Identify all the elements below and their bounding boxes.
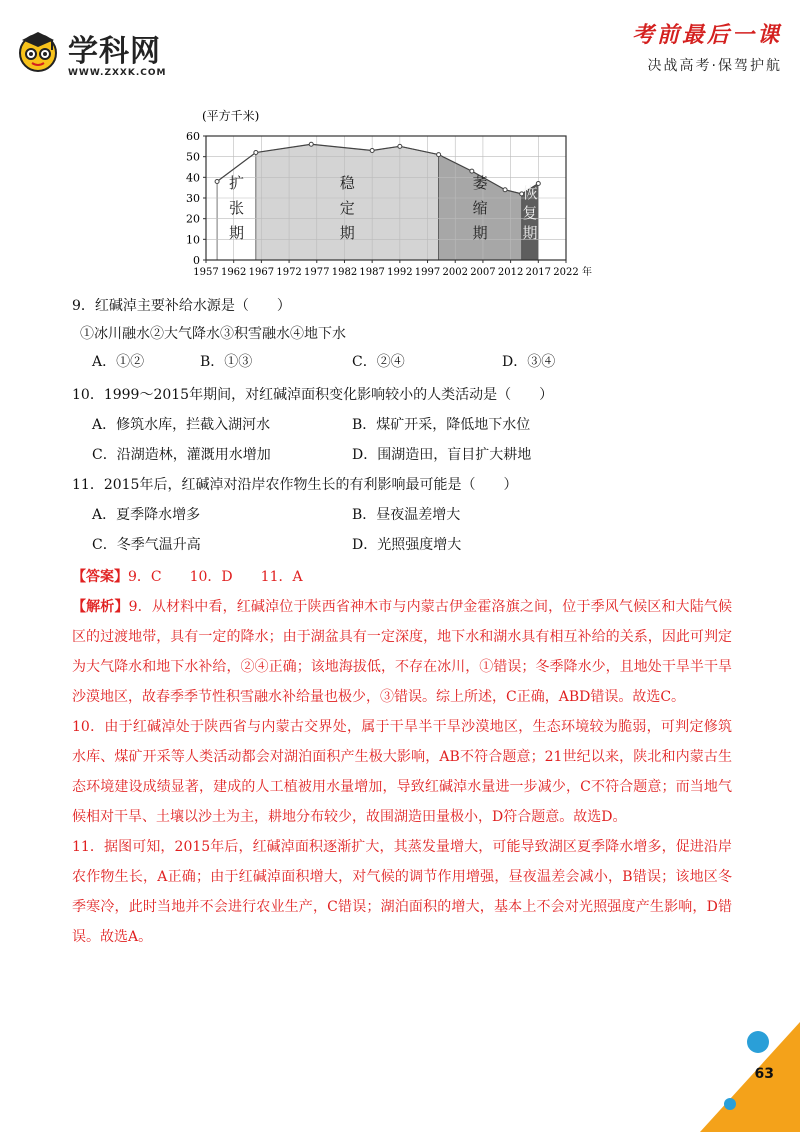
phase-label-char: 复	[522, 204, 538, 222]
y-tick-label-6: 60	[186, 130, 200, 143]
q9-stem: 9．红碱淖主要补给水源是（ ）	[72, 298, 291, 314]
q11-option-d[interactable]: D．光照强度增大	[352, 537, 462, 553]
q11-option-c[interactable]: C．冬季气温升高	[92, 537, 201, 553]
q9-option-c[interactable]: C．②④	[352, 354, 405, 370]
phase-label-char: 恢	[522, 184, 538, 202]
phase-areas	[217, 144, 538, 260]
q11-option-b[interactable]: B．昼夜温差增大	[352, 507, 461, 523]
y-tick-label-3: 30	[186, 192, 200, 205]
slogan-title: 考前最后一课	[631, 22, 782, 48]
data-point-3	[370, 148, 374, 152]
x-tick-label-8: 1997	[414, 267, 441, 278]
q10-options-row1	[72, 410, 732, 440]
question-content	[72, 292, 732, 952]
phase-label-0	[229, 174, 244, 242]
data-point-4	[398, 144, 402, 148]
q11-option-a[interactable]: A．夏季降水增多	[92, 507, 201, 523]
phase-label-char: 定	[339, 199, 355, 217]
header-slogan	[602, 18, 782, 75]
q9-option-a[interactable]: A．①②	[92, 354, 145, 370]
q11-options-row1	[72, 500, 732, 530]
x-tick-label-10: 2007	[470, 267, 496, 278]
slogan-subtitle: 决战高考·保驾护航	[647, 58, 782, 74]
phase-label-2	[473, 174, 488, 242]
analysis-p10: 10．由于红碱淖处于陕西省与内蒙古交界处，属于干旱半干旱沙漠地区，生态环境较为脆弱，可判定修筑水库、煤矿开采等人类活动都会对湖泊面积产生极大影响，AB不符合题意；21世纪以来，陕北和内蒙古生态环境建设成绩显著，建成的人工植被用水量增加，导致红碱淖水量进一步减少，C不符合题意；而当地气候相对干旱、土壤以沙土为主，耕地分布较少，故围湖造田量极小，D符合题意。故选D。	[72, 719, 732, 825]
data-point-0	[215, 179, 219, 183]
y-tick-label-4: 40	[186, 171, 200, 185]
q11-options-row2	[72, 530, 732, 560]
q9-option-b[interactable]: B．①③	[200, 354, 253, 370]
y-tick-label-2: 20	[186, 212, 200, 226]
phase-label-char: 期	[522, 224, 538, 242]
phase-label-char: 萎	[472, 174, 488, 192]
site-logo	[16, 22, 176, 82]
x-tick-label-7: 1992	[387, 267, 413, 278]
page-number: 63	[754, 1066, 774, 1082]
data-point-5	[437, 153, 441, 157]
q10-option-b[interactable]: B．煤矿开采，降低地下水位	[352, 417, 531, 433]
data-point-6	[470, 169, 474, 173]
answer-text: 9．C 10．D 11．A	[128, 569, 303, 585]
y-tick-label-0: 0	[193, 254, 200, 267]
phase-label-char: 期	[472, 224, 488, 242]
x-tick-label-2: 1967	[248, 267, 275, 278]
q9-sub: ①冰川融水②大气降水③积雪融水④地下水	[80, 326, 346, 342]
x-tick-label-0: 1957	[193, 267, 219, 278]
corner-decoration	[630, 992, 800, 1132]
analysis-label: 【解析】	[72, 599, 129, 615]
q9-option-d[interactable]: D．③④	[502, 354, 556, 370]
logo-face-icon	[16, 28, 60, 72]
phase-label-char: 期	[339, 224, 355, 242]
x-tick-label-12: 2017	[525, 267, 552, 278]
q10-option-a[interactable]: A．修筑水库，拦截入湖河水	[92, 417, 271, 433]
phase-label-char: 稳	[339, 174, 355, 192]
phase-label-3	[522, 184, 537, 242]
logo-text: 学科网	[68, 34, 161, 69]
q9-options	[72, 348, 732, 376]
q11-stem: 11．2015年后，红碱淖对沿岸农作物生长的有利影响最可能是（ ）	[72, 477, 518, 493]
data-point-2	[309, 142, 313, 146]
x-axis-unit: 年	[582, 267, 592, 278]
logo-url: WWW.ZXXK.COM	[68, 68, 167, 78]
y-tick-label-1: 10	[186, 233, 200, 247]
x-tick-label-4: 1977	[304, 267, 330, 278]
x-tick-label-5: 1982	[331, 267, 358, 278]
answer-line	[72, 562, 732, 592]
phase-label-char: 缩	[472, 199, 488, 217]
q10-option-c[interactable]: C．沿湖造林，灌溉用水增加	[92, 447, 271, 463]
x-tick-label-3: 1972	[276, 267, 302, 278]
q10-stem: 10．1999～2015年期间，对红碱淖面积变化影响较小的人类活动是（ ）	[72, 387, 554, 403]
y-tick-label-5: 50	[186, 150, 200, 164]
x-tick-label-1: 1962	[220, 267, 247, 278]
phase-label-char: 期	[228, 224, 244, 242]
x-tick-label-6: 1987	[359, 267, 385, 278]
analysis-p9-text: 9．从材料中看，红碱淖位于陕西省神木市与内蒙古伊金霍洛旗之间，位于季风气候区和大陆气候区的过渡地带，具有一定的降水；由于湖盆具有一定深度，地下水和湖水具有相互补给的关系，因此可判定为大气降水和地下水补给，②④正确；该地海拔低，不存在冰川，①错误；冬季降水少，且地处干旱半干旱沙漠地区，故春季季节性积雪融水补给量也极少，③错误。综上所述，C正确，ABD错误。故选C。	[72, 599, 733, 705]
analysis-p11: 11．据图可知，2015年后，红碱淖面积逐渐扩大，其蒸发量增大，可能导致湖区夏季降水增多，促进沿岸农作物生长，A正确；由于红碱淖面积增大，对气候的调节作用增强，昼夜温差会减小，B错误；该地区冬季寒冷，此时当地并不会进行农业生产，C错误；湖泊面积的增大，基本上不会对光照强度产生影响，D错误。故选A。	[72, 839, 732, 945]
data-point-7	[503, 188, 507, 192]
q10-options-row2	[72, 440, 732, 470]
q10-option-d[interactable]: D．围湖造田，盲目扩大耕地	[352, 447, 532, 463]
phase-label-1	[340, 174, 356, 242]
y-axis-label: (平方千米)	[202, 109, 260, 123]
phase-label-char: 张	[228, 199, 244, 217]
data-point-1	[254, 151, 258, 155]
phase-label-char: 扩	[228, 174, 244, 192]
x-tick-label-11: 2012	[497, 267, 524, 278]
lake-area-chart	[180, 100, 620, 280]
x-tick-label-9: 2002	[442, 267, 468, 278]
answer-label: 【答案】	[72, 569, 128, 585]
x-tick-label-13: 2022	[553, 267, 579, 278]
analysis-p9	[72, 592, 732, 712]
